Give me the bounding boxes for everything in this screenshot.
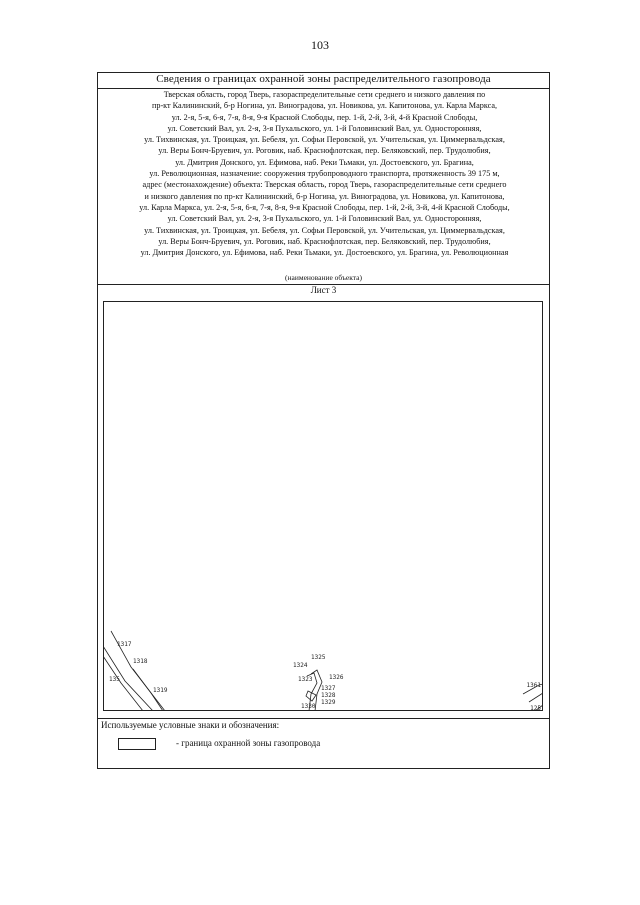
description-line: ул. Тихвинская, ул. Троицкая, ул. Бебеля, ул. Софьи Перовской, ул. Учительская, ул. Циммервальдская, [144, 225, 505, 235]
point-label: 135 [109, 676, 120, 683]
point-label: 1325 [311, 654, 326, 661]
point-label: 1323 [298, 676, 313, 683]
legend-title: Используемые условные знаки и обозначения: [101, 720, 280, 730]
description-line: ул. Дмитрия Донского, ул. Ефимова, наб. Реки Тьмаки, ул. Достоевского, ул. Брагина, [175, 157, 474, 167]
sheet-label: Лист 3 [310, 285, 337, 295]
page-number: 103 [311, 38, 329, 52]
point-label: 125 [530, 705, 541, 711]
point-label: 1327 [321, 685, 336, 692]
map-frame [104, 302, 543, 711]
description-line: Тверская область, город Тверь, газораспределительные сети среднего и низкого давления по [163, 90, 486, 99]
description-line: ул. Советский Вал, ул. 2-я, 3-я Пухальского, ул. 1-й Головинский Вал, ул. Односторонняя, [167, 214, 482, 224]
boundary-legend-swatch [118, 738, 156, 750]
description-line: и низкого давления по пр-кт Калининский, б-р Ногина, ул. Виноградова, ул. Новикова, ул. Капитонова, [144, 191, 505, 201]
description-line: ул. Веры Бонч-Бруевич, ул. Роговик, наб. Краснофлотская, пер. Беляковский, пер. Трудолюбия, [158, 146, 491, 156]
description-line: ул. 2-я, 5-я, 6-я, 7-я, 8-я, 9-я Красной Слободы, пер. 1-й, 2-й, 3-й, 4-й Красной Слободы, [171, 112, 478, 122]
point-label: 1329 [321, 699, 336, 706]
point-label: 1361 [526, 682, 541, 689]
description-line: ул. Карла Маркса, ул. 2-я, 5-я, 6-я, 7-я, 8-я, 9-я Красной Слободы, пер. 1-й, 2-й, 3-й, 4-й Красной Слободы, [139, 202, 510, 212]
point-label: 1326 [329, 674, 344, 681]
description-line: ул. Тихвинская, ул. Троицкая, ул. Бебеля, ул. Софьи Перовской, ул. Учительская, ул. Циммервальдская, [144, 135, 505, 145]
description-line: пр-кт Калининский, б-р Ногина, ул. Виноградова, ул. Новикова, ул. Капитонова, ул. Карла Маркса, [151, 101, 498, 111]
point-label: 1328 [321, 692, 336, 699]
object-name-caption: (наименование объекта) [284, 273, 363, 282]
description-line: ул. Революционная, назначение: сооружения трубопроводного транспорта, протяженность 39 175 м, [149, 169, 500, 179]
document-frame [97, 72, 550, 769]
description-line: ул. Советский Вал, ул. 2-я, 3-я Пухальского, ул. 1-й Головинский Вал, ул. Односторонняя, [167, 123, 482, 133]
description-line: ул. Веры Бонч-Бруевич, ул. Роговик, наб. Краснофлотская, пер. Беляковский, пер. Трудолюбия, [158, 236, 491, 246]
point-label: 1324 [293, 662, 308, 669]
boundary-map [103, 301, 543, 711]
description-line: ул. Дмитрия Донского, ул. Ефимова, наб. Реки Тьмаки, ул. Достоевского, ул. Брагина, ул. Революционная [140, 248, 509, 258]
protection-zone-boundary [529, 693, 543, 702]
legend-divider [98, 718, 549, 719]
point-label: 1319 [153, 687, 168, 694]
point-label: 1318 [133, 658, 148, 665]
legend-item-label: - граница охранной зоны газопровода [176, 738, 321, 748]
point-label: 1317 [117, 641, 132, 648]
description-line: адрес (местонахождение) объекта: Тверская область, город Тверь, газораспределительные сети среднего [142, 180, 507, 190]
point-label: 1330 [301, 703, 316, 710]
document-title: Сведения о границах охранной зоны распределительного газопровода [156, 73, 491, 85]
object-description [100, 89, 549, 258]
